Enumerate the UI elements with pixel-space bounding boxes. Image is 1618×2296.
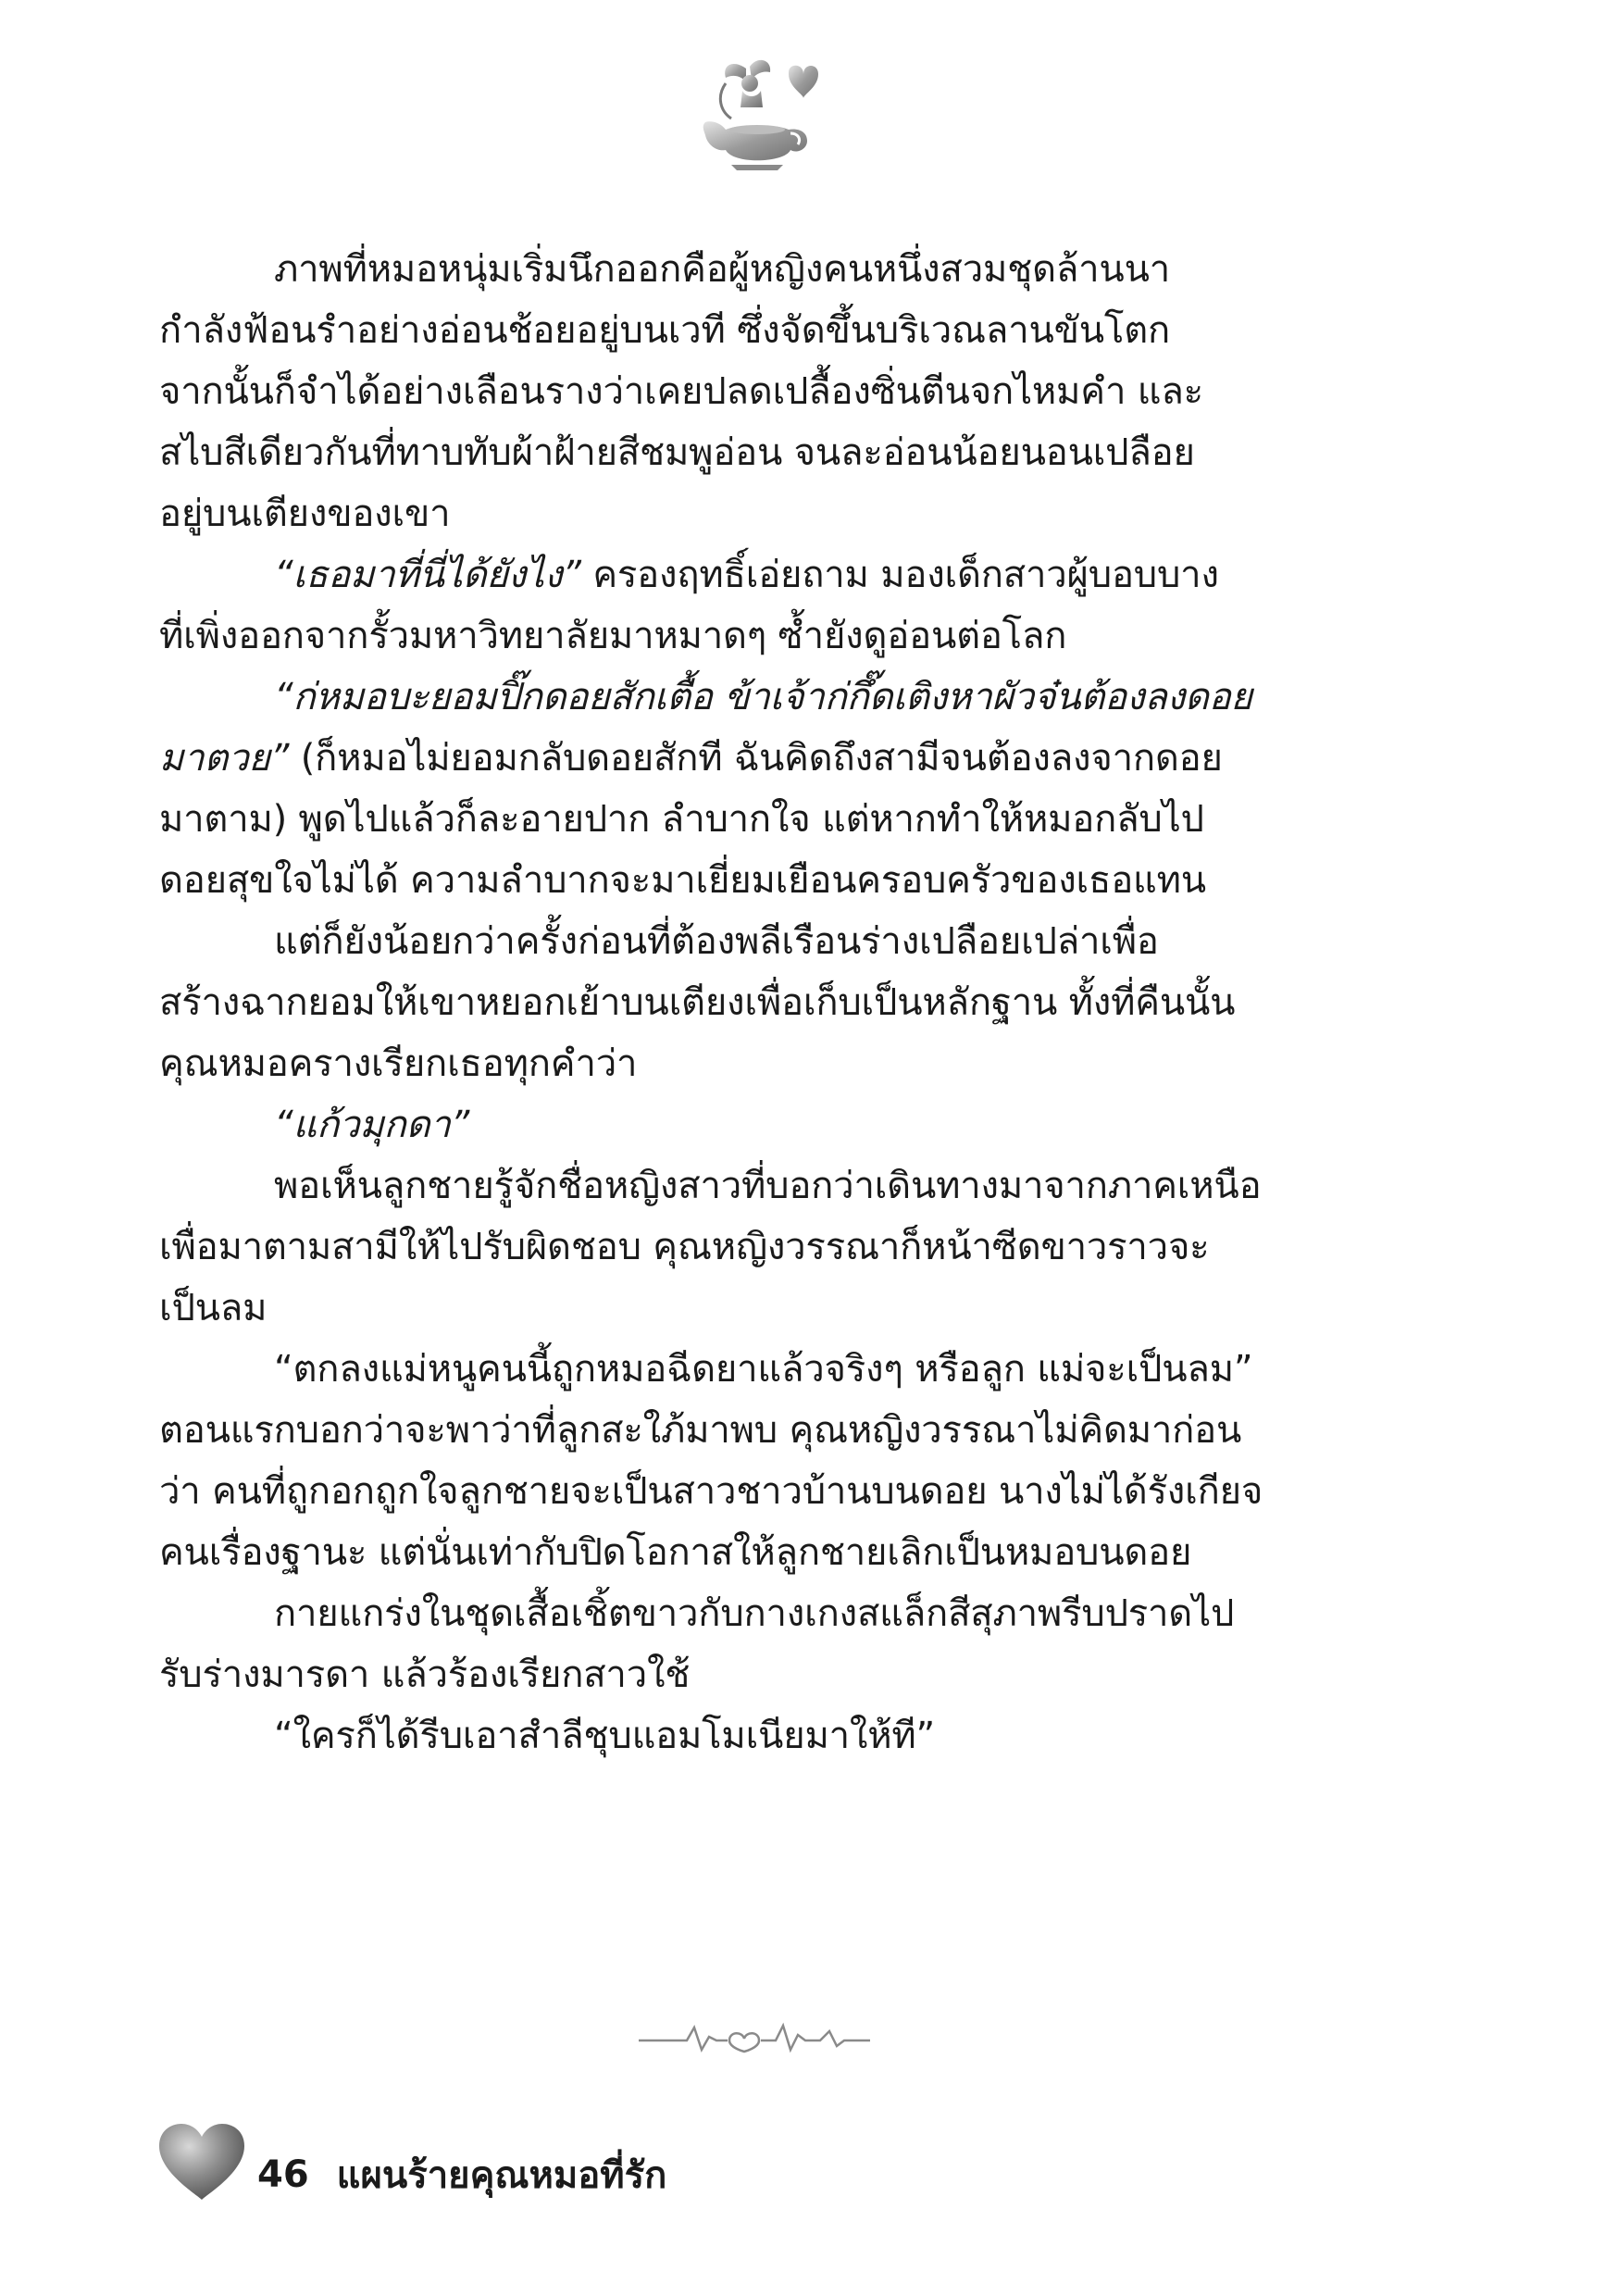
- heart-icon: [156, 2120, 248, 2203]
- text-line: [159, 789, 1353, 850]
- narrative-segment: ภาพที่หมอหนุ่มเริ่มนึกออกคือผู้หญิงคนหนึ่งสวมชุดล้านนา: [274, 248, 1170, 291]
- text-line: [159, 544, 1353, 605]
- text-line: [159, 1339, 1353, 1400]
- cupid-teapot-ornament-icon: [689, 56, 828, 176]
- text-line: [159, 1644, 1353, 1705]
- text-line: [159, 850, 1353, 911]
- dialogue-segment: มาตวย”: [159, 737, 290, 780]
- narrative-segment: ที่เพิ่งออกจากรั้วมหาวิทยาลัยมาหมาดๆ ซ้ำยังดูอ่อนต่อโลก: [159, 615, 1067, 657]
- narrative-segment: สร้างฉากยอมให้เขาหยอกเย้าบนเตียงเพื่อเก็บเป็นหลักฐาน ทั้งที่คืนนั้น: [159, 981, 1236, 1024]
- text-line: [159, 1217, 1353, 1278]
- narrative-segment: ตอนแรกบอกว่าจะพาว่าที่ลูกสะใภ้มาพบ คุณหญิงวรรณาไม่คิดมาก่อน: [159, 1409, 1242, 1452]
- narrative-segment: ว่า คนที่ถูกอกถูกใจลูกชายจะเป็นสาวชาวบ้านบนดอย นางไม่ได้รังเกียจ: [159, 1470, 1263, 1513]
- text-line: [159, 1461, 1353, 1522]
- text-line: [159, 1155, 1353, 1217]
- text-line: [159, 667, 1353, 728]
- text-line: [159, 1094, 1353, 1155]
- narrative-segment: กำลังฟ้อนรำอย่างอ่อนช้อยอยู่บนเวที ซึ่งจัดขึ้นบริเวณลานขันโตก: [159, 309, 1171, 352]
- narrative-segment: เป็นลม: [159, 1287, 268, 1329]
- narrative-segment: “ตกลงแม่หนูคนนี้ถูกหมอฉีดยาแล้วจริงๆ หรือลูก แม่จะเป็นลม”: [274, 1348, 1253, 1391]
- page-footer: [156, 2111, 666, 2213]
- text-line: [159, 1278, 1353, 1339]
- narrative-segment: มาตาม) พูดไปแล้วก็ละอายปาก ลำบากใจ แต่หากทำให้หมอกลับไป: [159, 798, 1204, 841]
- text-line: [159, 239, 1353, 300]
- body-text: [159, 239, 1353, 1766]
- narrative-segment: พอเห็นลูกชายรู้จักชื่อหญิงสาวที่บอกว่าเดินทางมาจากภาคเหนือ: [274, 1165, 1262, 1207]
- narrative-segment: กายแกร่งในชุดเสื้อเชิ้ตขาวกับกางเกงสแล็กสีสุภาพรีบปราดไป: [274, 1592, 1235, 1635]
- text-line: [159, 300, 1353, 361]
- text-line: [159, 1705, 1353, 1766]
- narrative-segment: ดอยสุขใจไม่ได้ ความลำบากจะมาเยี่ยมเยือนครอบครัวของเธอแทน: [159, 859, 1206, 902]
- dialogue-segment: “เธอมาที่นี่ได้ยังไง”: [274, 554, 581, 596]
- text-line: [159, 972, 1353, 1033]
- dialogue-segment: “ก่หมอบะยอมปิ๊กดอยสักเตื้อ ข้าเจ้าก่กึ๊ดเติงหาผัวจ๋นต้องลงดอย: [274, 676, 1252, 718]
- heartbeat-divider-icon: [639, 2018, 870, 2055]
- narrative-segment: สไบสีเดียวกันที่ทาบทับผ้าฝ้ายสีชมพูอ่อน จนละอ่อนน้อยนอนเปลือย: [159, 431, 1195, 474]
- narrative-segment: จากนั้นก็จำได้อย่างเลือนรางว่าเคยปลดเปลื้องซิ่นตีนจกไหมคำ และ: [159, 370, 1203, 413]
- text-line: [159, 422, 1353, 483]
- dialogue-segment: “แก้วมุกดา”: [274, 1104, 470, 1146]
- narrative-segment: “ใครก็ได้รีบเอาสำลีชุบแอมโมเนียมาให้ที”: [274, 1715, 936, 1757]
- page-number: 46: [257, 2153, 309, 2196]
- text-line: [159, 1583, 1353, 1644]
- narrative-segment: รับร่างมารดา แล้วร้องเรียกสาวใช้: [159, 1653, 691, 1696]
- text-line: [159, 911, 1353, 972]
- narrative-segment: แต่ก็ยังน้อยกว่าครั้งก่อนที่ต้องพลีเรือนร่างเปลือยเปล่าเพื่อ: [274, 920, 1159, 963]
- narrative-segment: ครองฤทธิ์เอ่ยถาม มองเด็กสาวผู้บอบบาง: [580, 554, 1219, 596]
- book-title: แผนร้ายคุณหมอที่รัก: [336, 2154, 667, 2197]
- text-line: [159, 728, 1353, 789]
- text-line: [159, 1400, 1353, 1461]
- narrative-segment: เพื่อมาตามสามีให้ไปรับผิดชอบ คุณหญิงวรรณาก็หน้าซีดขาวราวจะ: [159, 1226, 1210, 1268]
- text-line: [159, 1033, 1353, 1094]
- text-line: [159, 483, 1353, 544]
- narrative-segment: อยู่บนเตียงของเขา: [159, 493, 451, 535]
- narrative-segment: คุณหมอครางเรียกเธอทุกคำว่า: [159, 1042, 638, 1085]
- text-line: [159, 361, 1353, 422]
- narrative-segment: คนเรื่องฐานะ แต่นั่นเท่ากับปิดโอกาสให้ลูกชายเลิกเป็นหมอบนดอย: [159, 1531, 1192, 1574]
- narrative-segment: (ก็หมอไม่ยอมกลับดอยสักที ฉันคิดถึงสามีจนต้องลงจากดอย: [289, 737, 1223, 780]
- text-line: [159, 605, 1353, 667]
- text-line: [159, 1522, 1353, 1583]
